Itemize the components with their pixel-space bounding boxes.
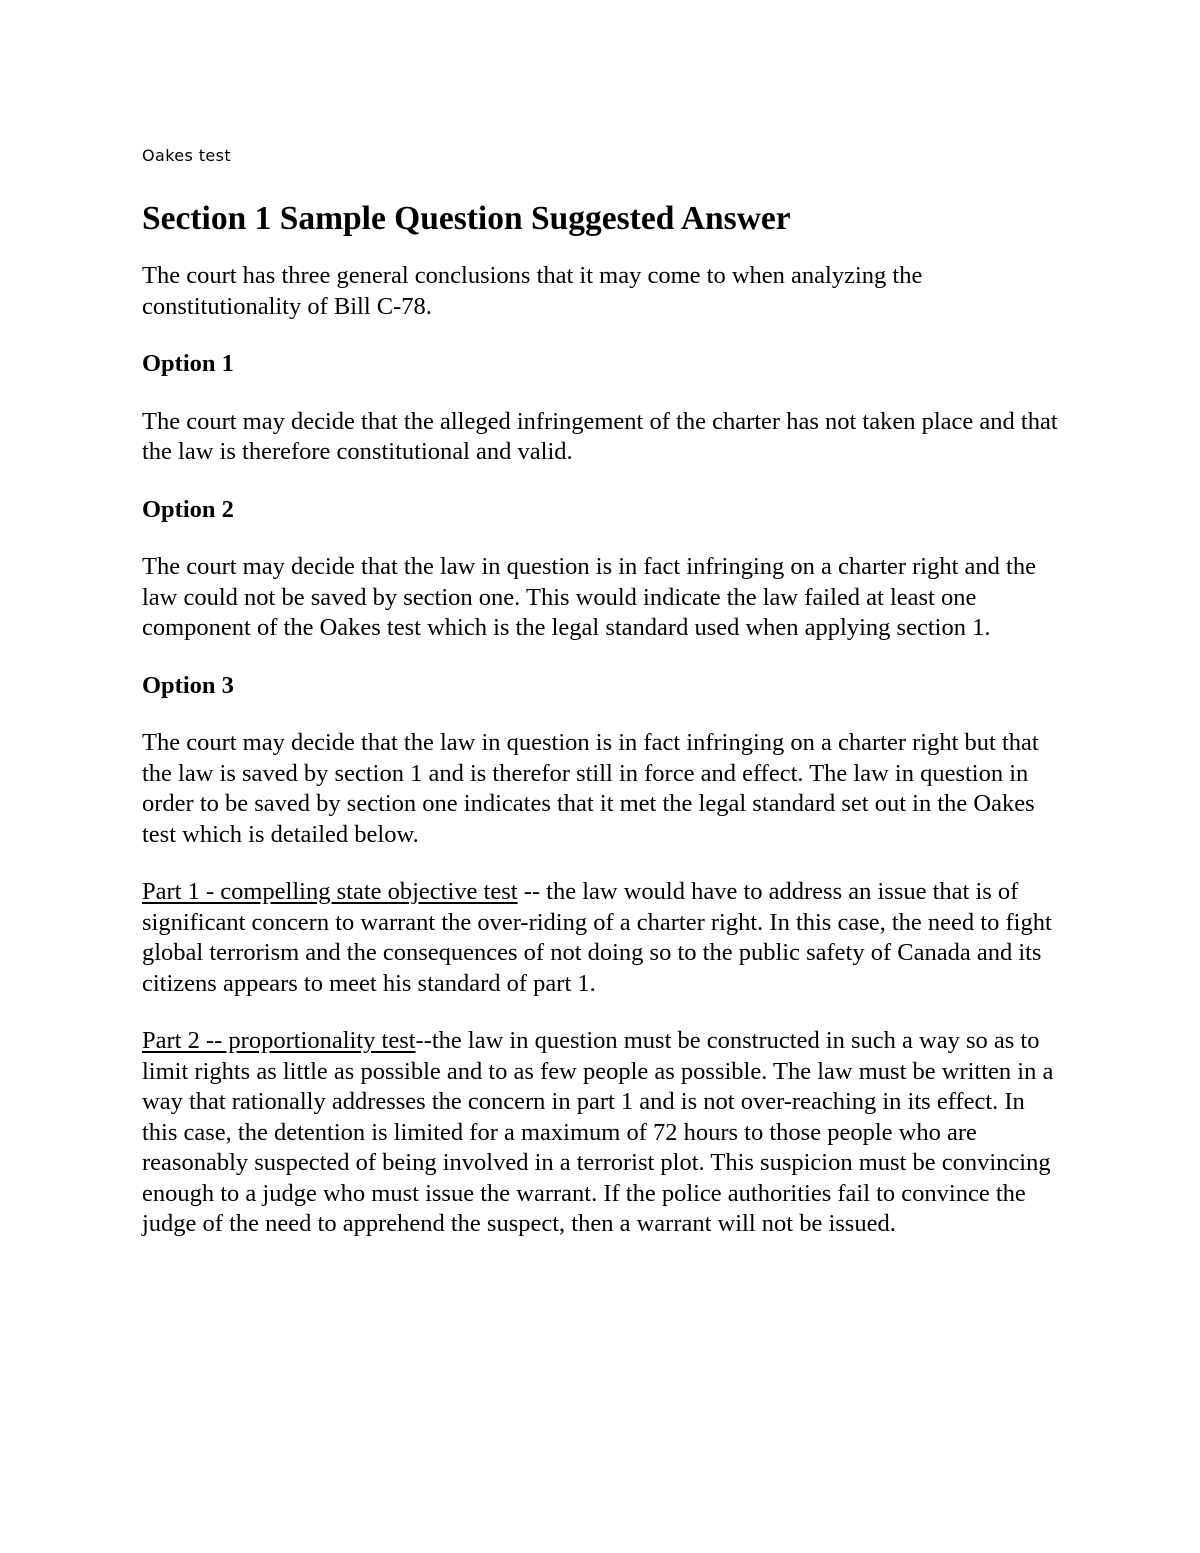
option-2-heading: Option 2 [142, 495, 234, 523]
document-title: Section 1 Sample Question Suggested Answer [142, 200, 791, 237]
option-3-paragraph: The court may decide that the law in question is in fact infringing on a charter right but that the law is saved by section 1 and is therefor still in force and effect. The law in question in order to be saved by section one indicates that it met the legal standard set out in the Oakes test which is detailed below. [142, 729, 1039, 848]
option-2-paragraph: The court may decide that the law in question is in fact infringing on a charter right and the law could not be saved by section one. This would indicate the law failed at least one component of the Oakes test which is the legal standard used when applying section 1. [142, 553, 1036, 641]
part-2-paragraph [142, 1026, 1062, 1240]
part-1-label: Part 1 - compelling state objective test [142, 878, 518, 905]
part-1-paragraph [142, 877, 1062, 999]
option-1-heading: Option 1 [142, 350, 234, 377]
part-2-text: --the law in question must be constructed in such a way so as to limit rights as little as possible and to as few people as possible. The law must be written in a way that rationally addresses the concern in part 1 and is not over-reaching in its effect. In this case, the detention is limited for a maximum of 72 hours to those people who are reasonably suspected of being involved in a terrorist plot. This suspicion must be convincing enough to a judge who must issue the warrant. If the police authorities fail to convince the judge of the need to apprehend the suspect, then a warrant will not be issued. [142, 1027, 1054, 1237]
part-2-label: Part 2 -- proportionality test [142, 1027, 416, 1054]
document-label: Oakes test [142, 146, 232, 165]
document-body [142, 143, 1062, 1240]
option-1-paragraph: The court may decide that the alleged infringement of the charter has not taken place and that the law is therefore constitutional and valid. [142, 407, 1058, 465]
part-1-text: -- the law would have to address an issue that is of significant concern to warrant the over-riding of a charter right. In this case, the need to fight global terrorism and the consequences of not doing so to the public safety of Canada and its citizens appears to meet his standard of part 1. [142, 878, 1052, 997]
intro-paragraph: The court has three general conclusions that it may come to when analyzing the constitutionality of Bill C-78. [142, 262, 923, 320]
option-3-heading: Option 3 [142, 671, 234, 699]
